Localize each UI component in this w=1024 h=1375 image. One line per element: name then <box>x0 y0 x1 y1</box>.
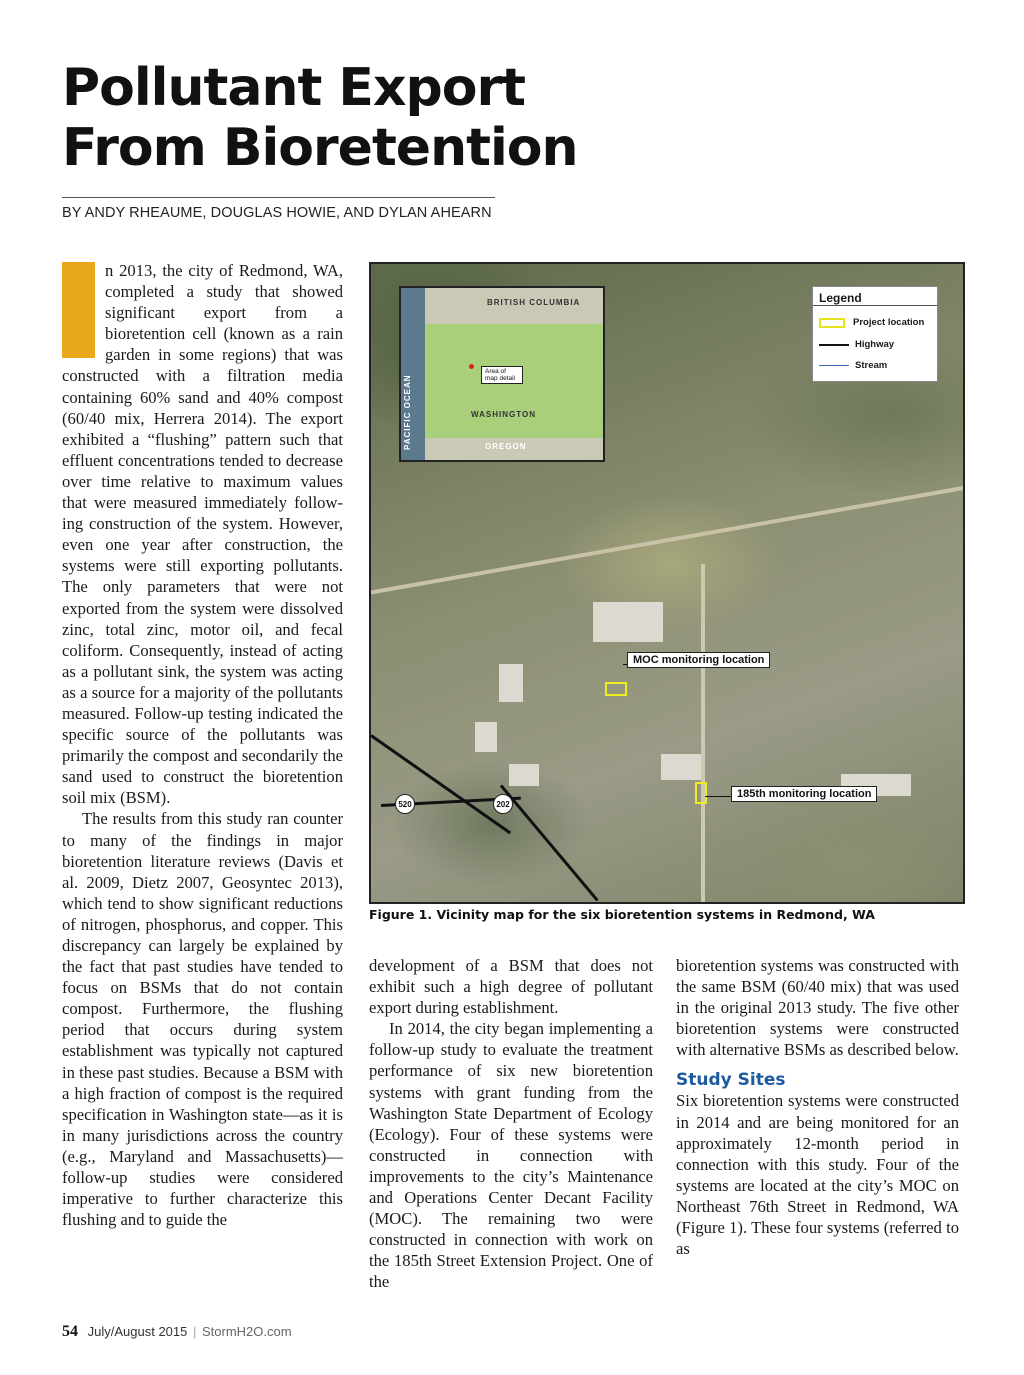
vicinity-map-figure <box>369 262 965 904</box>
article-title <box>62 58 622 178</box>
washington-region <box>425 324 605 454</box>
building <box>475 722 497 752</box>
paragraph-development: development of a BSM that does not exhibit such a high degree of pollutant export during establishment. <box>369 956 653 1018</box>
building <box>661 754 701 780</box>
column-2 <box>369 955 653 1293</box>
section-heading-study-sites: Study Sites <box>676 1070 786 1091</box>
building <box>593 602 663 642</box>
page-footer <box>62 1323 292 1341</box>
legend-item-highway: Highway <box>819 339 894 350</box>
column-3 <box>676 955 959 1259</box>
issue-date: July/August 2015 <box>87 1324 188 1339</box>
figure-caption: Figure 1. Vicinity map for the six bioretention systems in Redmond, WA <box>369 907 875 922</box>
page-number: 54 <box>62 1323 78 1340</box>
highway-swatch <box>819 344 849 346</box>
byline: BY ANDY RHEAUME, DOUGLAS HOWIE, AND DYLAN AHEARN <box>62 205 492 221</box>
legend-item-stream: Stream <box>819 360 887 371</box>
footer-separator: | <box>192 1324 197 1339</box>
legend-title: Legend <box>819 291 862 305</box>
drop-cap-bar <box>62 262 95 358</box>
paragraph-results: The results from this study ran counter to many of the findings in major bioretention literature reviews (Davis et al. 2009, Dietz 2007, Geosyntec 2013), which tend to show significant reductions of nitrogen, phosphorus, and copper. This discrepancy can largely be explained by the fact that past studies have tended to focus on BSMs that do not contain compost. Furthermore, the flushing period that occurs during system establishment was typically not captured in these past studies. Because a BSM with a high fraction of compost is the required specification in Washington state—as it is in many jurisdictions across the country (e.g., Maryland and Massachusetts)—follow-up studies were considered imperative to further characterize this flushing and to guide the <box>62 809 343 1230</box>
site-link[interactable]: StormH2O.com <box>202 1324 292 1339</box>
moc-callout: MOC monitoring location <box>627 652 770 668</box>
label-washington: WASHINGTON <box>471 410 536 419</box>
label-pacific-ocean: PACIFIC OCEAN <box>403 374 412 450</box>
map-legend <box>812 286 938 382</box>
building <box>509 764 539 786</box>
label-british-columbia: BRITISH COLUMBIA <box>487 298 581 307</box>
road <box>369 472 965 597</box>
legend-item-project: Project location <box>819 317 924 328</box>
highway-shield-202: 202 <box>493 794 513 814</box>
area-of-map-detail-label: Area of map detail <box>481 366 523 384</box>
project-location-moc <box>605 682 627 696</box>
paragraph-bsm: bioretention systems was constructed with the same BSM (60/40 mix) that was used in the original 2013 study. The five other bioretention systems were constructed with alternative BSMs as described below. <box>676 956 959 1060</box>
stream-swatch <box>819 365 849 366</box>
185th-callout: 185th monitoring location <box>731 786 877 802</box>
location-marker-icon <box>469 364 474 369</box>
paragraph-followup: In 2014, the city began implementing a follow-up study to evaluate the treatment performance of six new bioretention systems with grant funding from the Washington State Department of Ecology (Ecology). Four of these systems were constructed in connection with improvements to the city’s Maintenance and Operations Center Decant Facility (MOC). The remaining two were constructed in connection with work on the 185th Street Extension Project. One of the <box>369 1019 653 1292</box>
paragraph-intro: n 2013, the city of Redmond, WA, completed a study that showed significant export from a bioretention cell (known as a rain garden in some regions) that was constructed with a filtration media containing 60% sand and 40% compost (60/40 mix, Herrera 2014). The export exhibited a “flushing” pattern such that effluent concentrations tended to decrease over time relative to maximum values that were measured immediately following construction of the system. However, even one year after construction, the systems were still exporting pollutants. The only parameters that were not exported from the system were dissolved zinc, total zinc, motor oil, and fecal coliform. Consequently, instead of acting as a pollutant sink, the system was acting as a source for a majority of the pollutants measured. Follow-up testing indicated the specific source of the pollutants was primarily the compost and secondarily the sand used to construct the bioretention soil mix (BSM). <box>62 261 343 808</box>
washington-inset-map <box>399 286 605 462</box>
title-line-1: Pollutant Export <box>62 58 525 118</box>
title-line-2: From Bioretention <box>62 118 578 178</box>
column-1 <box>62 260 343 1230</box>
paragraph-study-sites: Six bioretention systems were constructed in 2014 and are being monitored for an approximately 12-month period in connection with this study. Four of the systems are located at the city’s MOC on Northeast 76th Street in Redmond, WA (Figure 1). These four systems (referred to as <box>676 1091 959 1259</box>
road <box>701 564 705 904</box>
label-oregon: OREGON <box>485 442 527 451</box>
project-location-185th <box>695 782 707 804</box>
building <box>499 664 523 702</box>
project-location-swatch <box>819 318 845 328</box>
highway-line <box>500 785 599 902</box>
title-rule <box>62 197 495 198</box>
highway-shield-520: 520 <box>395 794 415 814</box>
